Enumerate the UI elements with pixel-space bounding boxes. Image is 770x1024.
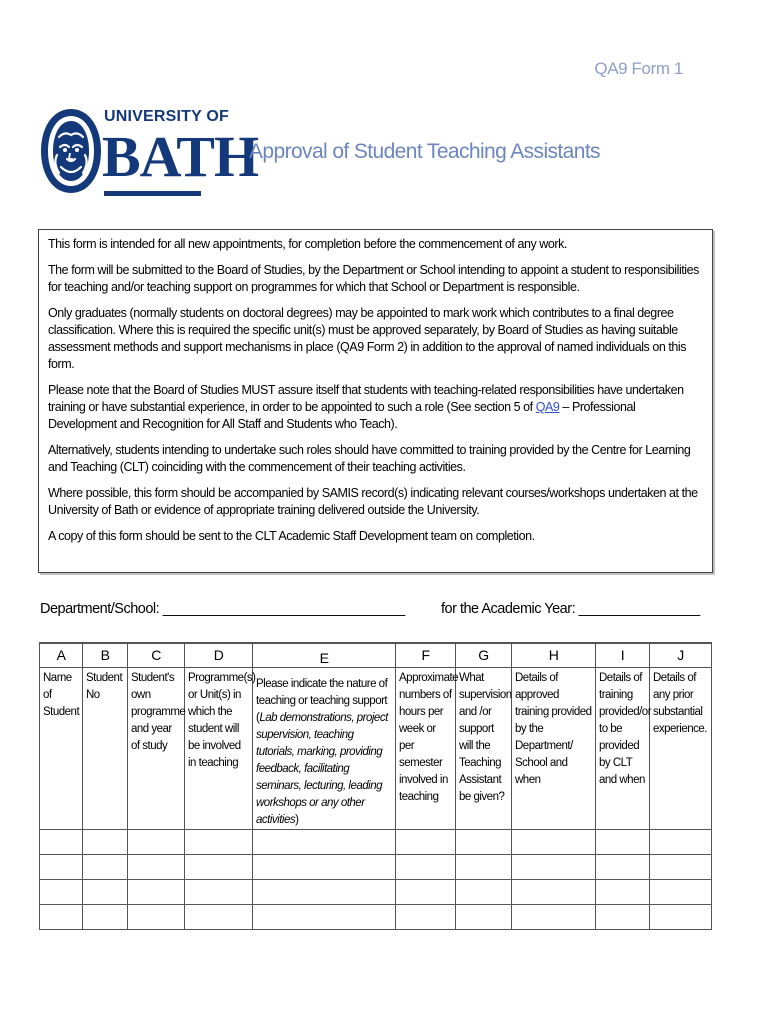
university-seal-icon — [39, 107, 103, 195]
intro-paragraph: The form will be submitted to the Board of Studies, by the Department or School intending to appoint a student to responsibilities for teaching and/or teaching support on programmes for which that School or Department is responsible. — [48, 263, 699, 294]
header-clt-training: Details of training provided/or to be provided by CLT and when — [596, 668, 650, 830]
column-letter: F — [396, 643, 456, 668]
column-letter: C — [128, 643, 185, 668]
table-cell[interactable] — [128, 880, 185, 905]
table-cell[interactable] — [512, 880, 596, 905]
header-student-no: Student No — [83, 668, 128, 830]
table-cell[interactable] — [253, 830, 396, 855]
table-cell[interactable] — [596, 830, 650, 855]
intro-text: Please note that the Board of Studies MUST assure itself that students with teaching-related responsibilities have undertaken training or have substantial experience, in order to be appointed to such a role (See section 5 of — [48, 383, 684, 414]
table-cell[interactable] — [650, 905, 712, 930]
university-logo — [39, 101, 259, 197]
table-cell[interactable] — [596, 880, 650, 905]
table-cell[interactable] — [185, 855, 253, 880]
column-letter: B — [83, 643, 128, 668]
table-cell[interactable] — [512, 905, 596, 930]
table-row — [40, 855, 712, 880]
table-cell[interactable] — [40, 905, 83, 930]
academic-year-label: for the Academic Year: — [441, 601, 576, 617]
table-cell[interactable] — [83, 830, 128, 855]
table-cell[interactable] — [253, 880, 396, 905]
table-cell[interactable] — [456, 880, 512, 905]
header-hours: Approximate numbers of hours per week or per semester involved in teaching — [396, 668, 456, 830]
department-label: Department/School: — [40, 601, 160, 617]
table-cell[interactable] — [185, 830, 253, 855]
department-input[interactable]: ________________________________ — [162, 601, 405, 617]
table-cell[interactable] — [456, 855, 512, 880]
header-name-of-student: Name of Student — [40, 668, 83, 830]
intro-paragraph: This form is intended for all new appointments, for completion before the commencement of any work. — [48, 237, 567, 251]
table-row — [40, 905, 712, 930]
intro-paragraph: Alternatively, students intending to undertake such roles should have committed to training provided by the Centre for Learning and Teaching (CLT) coinciding with the commencement of their teaching activities. — [48, 443, 691, 474]
table-cell[interactable] — [650, 855, 712, 880]
form-code: QA9 Form 1 — [594, 59, 683, 78]
department-field[interactable] — [40, 601, 405, 617]
table-cell[interactable] — [185, 880, 253, 905]
header-e-tail: ) — [295, 814, 299, 826]
header-programme-year: Student's own programme and year of study — [128, 668, 185, 830]
column-letter: A — [40, 643, 83, 668]
table-cell[interactable] — [456, 905, 512, 930]
table-cell[interactable] — [396, 880, 456, 905]
column-letter: J — [650, 643, 712, 668]
column-header-row — [40, 668, 712, 830]
table-cell[interactable] — [512, 855, 596, 880]
logo-rule — [104, 191, 201, 196]
table-cell[interactable] — [40, 880, 83, 905]
table-cell[interactable] — [396, 830, 456, 855]
table-cell[interactable] — [456, 830, 512, 855]
column-letter: G — [456, 643, 512, 668]
header-nature-of-teaching — [253, 668, 396, 830]
table-row — [40, 830, 712, 855]
table-cell[interactable] — [128, 855, 185, 880]
table-cell[interactable] — [650, 830, 712, 855]
table-cell[interactable] — [83, 905, 128, 930]
header-supervision: What supervision and /or support will the Teaching Assistant be given? — [456, 668, 512, 830]
table-cell[interactable] — [40, 855, 83, 880]
table-cell[interactable] — [596, 855, 650, 880]
intro-paragraph: Only graduates (normally students on doctoral degrees) may be appointed to mark work which contributes to a final degree classification. Where this is required the specific unit(s) must be approved separately, by Board of Studies as having suitable assessment methods and support mechanisms in place (QA9 Form 2) in addition to the approval of named individuals on this form. — [48, 306, 687, 371]
intro-paragraph — [48, 382, 702, 433]
logo-wordmark-top: UNIVERSITY OF — [104, 108, 229, 125]
table-cell[interactable] — [512, 830, 596, 855]
table-cell[interactable] — [396, 905, 456, 930]
academic-year-field[interactable] — [441, 601, 700, 617]
intro-box — [38, 229, 713, 573]
header-units-teaching: Programme(s) or Unit(s) in which the student will be involved in teaching — [185, 668, 253, 830]
column-letter: H — [512, 643, 596, 668]
intro-text: – Professional Development and Recognition for All Staff and Students who Teach). — [48, 400, 636, 431]
intro-paragraph: Where possible, this form should be accompanied by SAMIS record(s) indicating relevant courses/workshops undertaken at the University of Bath or evidence of appropriate training delivered outside the University. — [48, 486, 698, 517]
table-cell[interactable] — [596, 905, 650, 930]
table-cell[interactable] — [40, 830, 83, 855]
table-cell[interactable] — [185, 905, 253, 930]
table-cell[interactable] — [253, 855, 396, 880]
table-cell[interactable] — [83, 880, 128, 905]
column-letter: D — [185, 643, 253, 668]
header-e-lead: Please indicate the nature of teaching or teaching support ( — [256, 678, 388, 724]
column-letter: I — [596, 643, 650, 668]
table-cell[interactable] — [396, 855, 456, 880]
qa9-link[interactable]: QA9 — [535, 400, 560, 414]
header-prior-experience: Details of any prior substantial experience. — [650, 668, 712, 830]
intro-paragraph: A copy of this form should be sent to the CLT Academic Staff Development team on completion. — [48, 529, 535, 543]
table-cell[interactable] — [83, 855, 128, 880]
header-e-examples: Lab demonstrations, project supervision, teaching tutorials, marking, providing feedback, facilitating seminars, lecturing, leading workshops or any other activities — [256, 712, 388, 826]
header-approved-training: Details of approved training provided by the Department/ School and when — [512, 668, 596, 830]
table-cell[interactable] — [253, 905, 396, 930]
table-cell[interactable] — [128, 905, 185, 930]
page-title: Approval of Student Teaching Assistants — [249, 140, 600, 163]
column-letter: E — [253, 643, 396, 668]
table-row — [40, 880, 712, 905]
teaching-assistants-table — [39, 642, 712, 930]
logo-wordmark-main: BATH — [102, 124, 259, 189]
table-cell[interactable] — [650, 880, 712, 905]
table-cell[interactable] — [128, 830, 185, 855]
column-letter-row — [40, 643, 712, 668]
academic-year-input[interactable]: ________________ — [578, 601, 700, 617]
